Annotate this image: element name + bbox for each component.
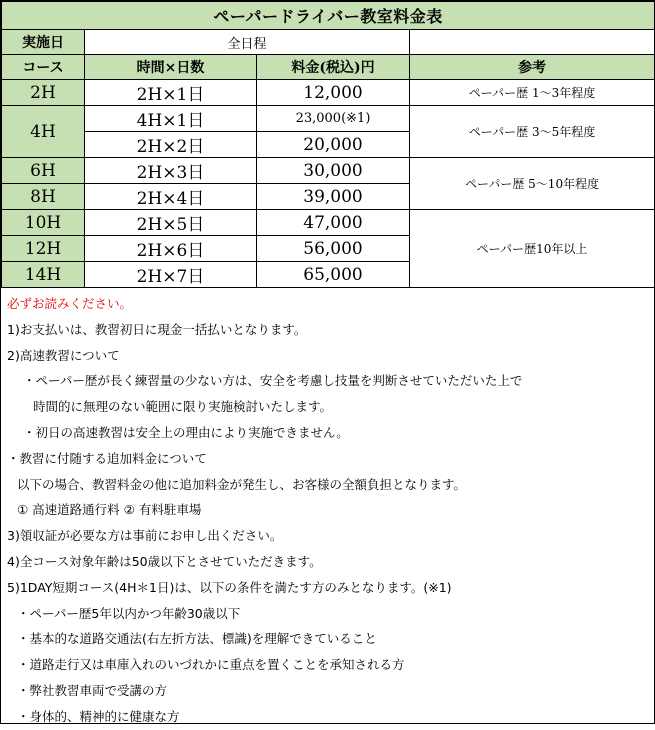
fee-cell: 56,000	[257, 236, 410, 262]
notes-section	[1, 288, 654, 730]
note-highway-heading: 2)高速教習について	[7, 347, 120, 363]
ref-cell: ペーパー歴 3～5年程度	[410, 106, 655, 158]
time-cell: 4H×1日	[85, 106, 257, 132]
exec-value: 全日程	[85, 30, 410, 55]
time-cell: 2H×6日	[85, 236, 257, 262]
ref-cell: ペーパー歴 1～3年程度	[410, 80, 655, 106]
note-highway-item: ・初日の高速教習は安全上の理由により実施できません。	[23, 424, 349, 440]
note-receipt: 3)領収証が必要な方は事前にお申し出ください。	[7, 528, 283, 544]
note-1day-course: 5)1DAY短期コース(4H＊1日)は、以下の条件を満たす方のみとなります。(※1)	[7, 579, 452, 595]
course-cell: 14H	[2, 262, 85, 288]
course-cell: 4H	[2, 106, 85, 158]
header-time: 時間×日数	[85, 55, 257, 80]
course-cell: 6H	[2, 158, 85, 184]
fee-cell: 23,000(※1)	[257, 106, 410, 132]
table-row	[2, 158, 655, 184]
ref-cell: ペーパー歴 5～10年程度	[410, 158, 655, 210]
fee-cell: 39,000	[257, 184, 410, 210]
course-cell: 12H	[2, 236, 85, 262]
exec-label: 実施日	[2, 30, 85, 55]
time-cell: 2H×3日	[85, 158, 257, 184]
course-cell: 8H	[2, 184, 85, 210]
note-condition-item: ・ペーパー歴5年以内かつ年齢30歳以下	[17, 605, 241, 621]
note-highway-item: ・ペーパー歴が長く練習量の少ない方は、安全を考慮し技量を判断させていただいた上で	[23, 373, 523, 389]
fee-cell: 12,000	[257, 80, 410, 106]
header-ref: 参考	[410, 55, 655, 80]
time-cell: 2H×7日	[85, 262, 257, 288]
note-condition-item: ・弊社教習車両で受講の方	[17, 682, 168, 698]
table-row	[2, 80, 655, 106]
time-cell: 2H×1日	[85, 80, 257, 106]
price-table	[1, 1, 655, 288]
course-cell: 2H	[2, 80, 85, 106]
fee-cell: 47,000	[257, 210, 410, 236]
course-cell: 10H	[2, 210, 85, 236]
time-cell: 2H×5日	[85, 210, 257, 236]
exec-empty-cell	[410, 30, 655, 55]
ref-cell: ペーパー歴10年以上	[410, 210, 655, 288]
table-row	[2, 210, 655, 236]
header-course: コース	[2, 55, 85, 80]
note-condition-item: ・身体的、精神的に健康な方	[17, 708, 180, 724]
note-condition-item: ・道路走行又は車庫入れのいづれかに重点を置くことを承知される方	[17, 657, 405, 673]
note-extra-fee-text: 以下の場合、教習料金の他に追加料金が発生し、お客様の全額負担となります。	[17, 476, 467, 492]
note-age-limit: 4)全コース対象年齢は50歳以下とさせていただきます。	[7, 553, 322, 569]
time-cell: 2H×2日	[85, 132, 257, 158]
note-extra-fee-heading: ・教習に付随する追加料金について	[7, 450, 207, 466]
notice-heading: 必ずお読みください。	[7, 296, 133, 311]
note-condition-item: ・基本的な道路交通法(右左折方法、標識)を理解できていること	[17, 631, 377, 647]
header-fee: 料金(税込)円	[257, 55, 410, 80]
note-extra-fee-items: ① 高速道路通行料 ② 有料駐車場	[17, 502, 202, 518]
page-title: ペーパードライバー教室料金表	[2, 2, 655, 30]
note-highway-item-cont: 時間的に無理のない範囲に限り実施検討いたします。	[33, 399, 333, 415]
fee-cell: 20,000	[257, 132, 410, 158]
note-payment: 1)お支払いは、教習初日に現金一括払いとなります。	[7, 321, 307, 337]
fee-cell: 30,000	[257, 158, 410, 184]
time-cell: 2H×4日	[85, 184, 257, 210]
fee-cell: 65,000	[257, 262, 410, 288]
table-row	[2, 106, 655, 132]
